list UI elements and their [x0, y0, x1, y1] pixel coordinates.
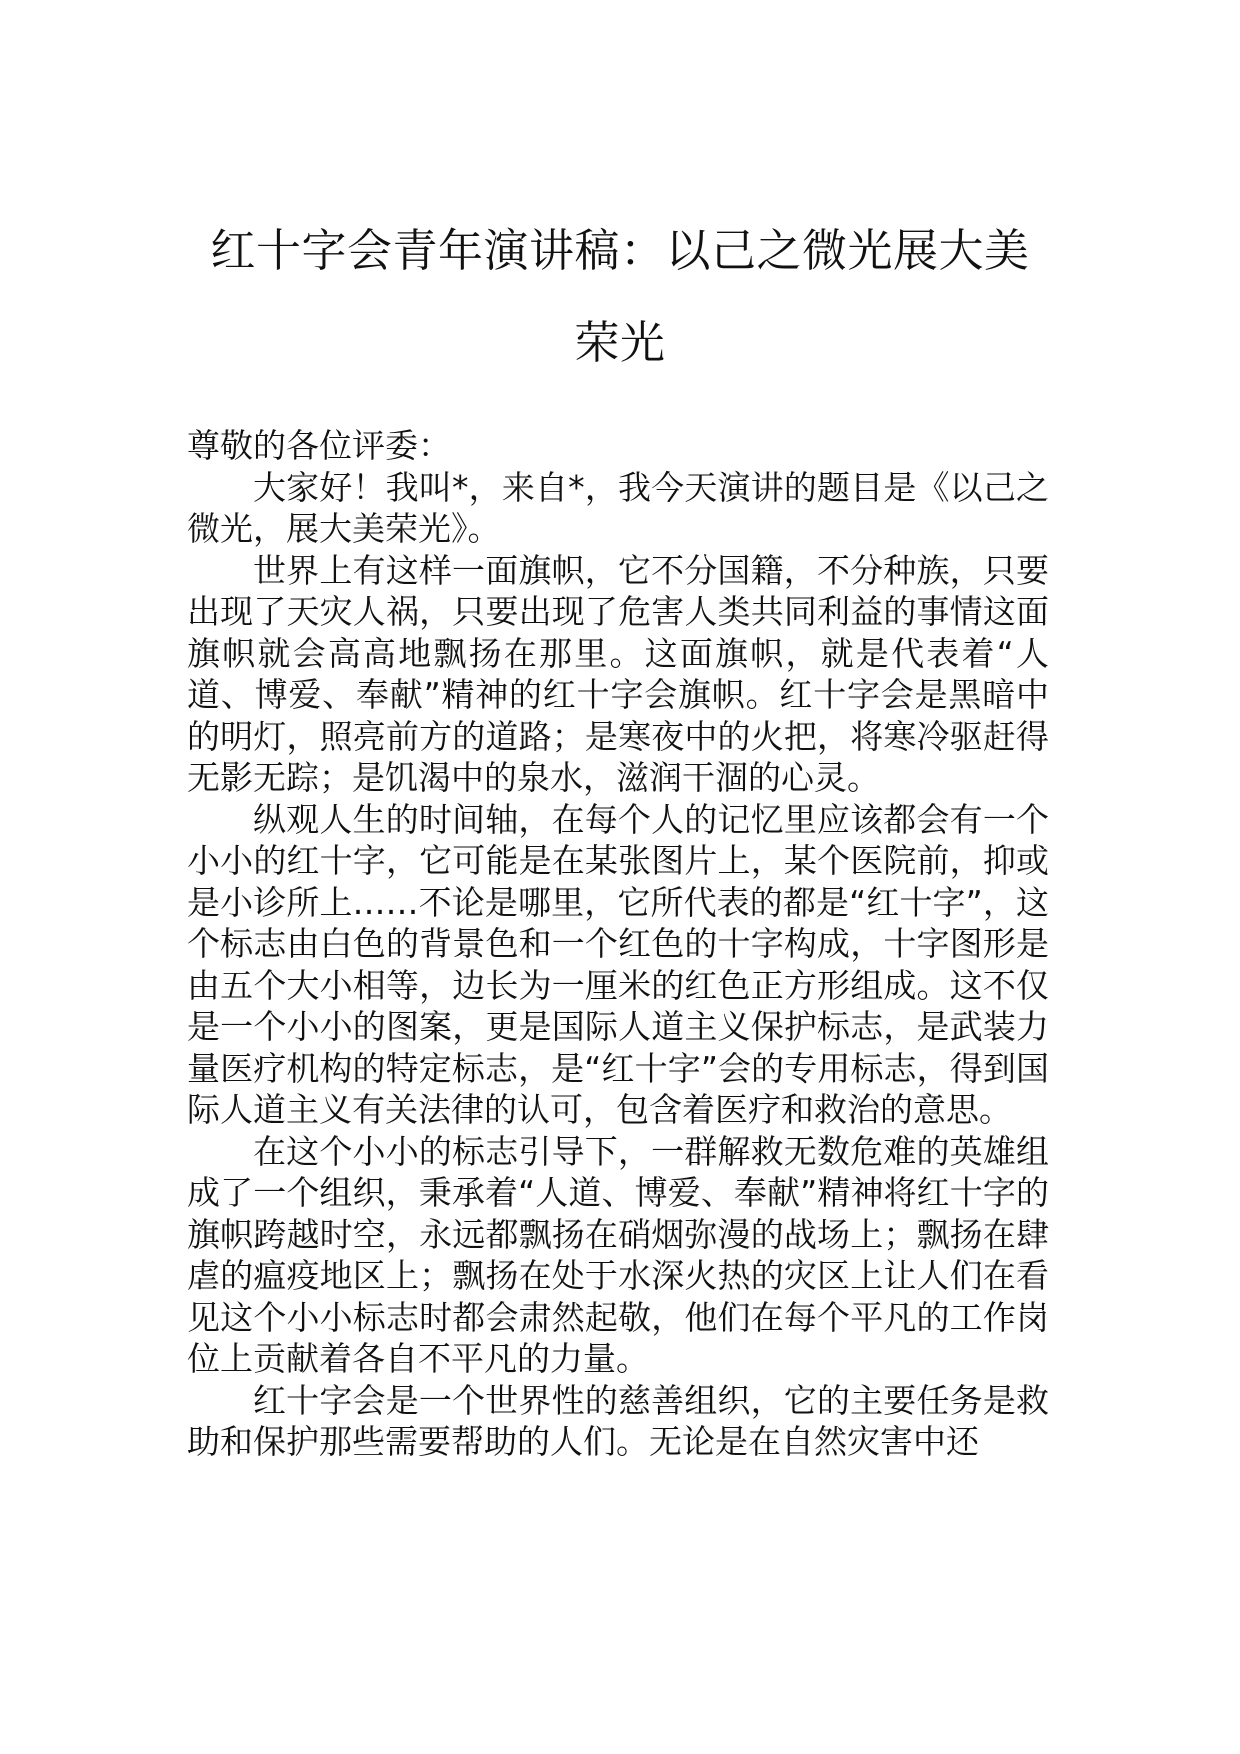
paragraph: 纵观人生的时间轴，在每个人的记忆里应该都会有一个小小的红十字，它可能是在某张图片上，某个医院前，抑或是小诊所上……不论是哪里，它所代表的都是“红十字”，这个标志由白色的背景色和一个红色的十字构成，十字图形是由五个大小相等，边长为一厘米的红色正方形组成。这不仅是一个小小的图案，更是国际人道主义保护标志，是武装力量医疗机构的特定标志，是“红十字”会的专用标志，得到国际人道主义有关法律的认可，包含着医疗和救治的意思。 — [187, 799, 1049, 1129]
salutation: 尊敬的各位评委： — [187, 426, 451, 465]
paragraph: 世界上有这样一面旗帜，它不分国籍，不分种族，只要出现了天灾人祸，只要出现了危害人类共同利益的事情这面旗帜就会高高地飘扬在那里。这面旗帜，就是代表着“人道、博爱、奉献”精神的红十字会旗帜。红十字会是黑暗中的明灯，照亮前方的道路；是寒夜中的火把，将寒冷驱赶得无影无踪；是饥渴中的泉水，滋润干涸的心灵。 — [187, 550, 1049, 797]
paragraph: 在这个小小的标志引导下，一群解救无数危难的英雄组成了一个组织，秉承着“人道、博爱、奉献”精神将红十字的旗帜跨越时空，永远都飘扬在硝烟弥漫的战场上；飘扬在肆虐的瘟疫地区上；飘扬在处于水深火热的灾区上让人们在看见这个小小标志时都会肃然起敬，他们在每个平凡的工作岗位上贡献着各自不平凡的力量。 — [187, 1131, 1049, 1378]
paragraph: 大家好！我叫*，来自*，我今天演讲的题目是《以己之微光，展大美荣光》。 — [187, 467, 1049, 548]
document-body — [187, 425, 1049, 1463]
document-title: 红十字会青年演讲稿：以己之微光展大美荣光 — [210, 224, 1030, 369]
paragraph: 红十字会是一个世界性的慈善组织，它的主要任务是救助和保护那些需要帮助的人们。无论是在自然灾害中还 — [187, 1380, 1049, 1461]
